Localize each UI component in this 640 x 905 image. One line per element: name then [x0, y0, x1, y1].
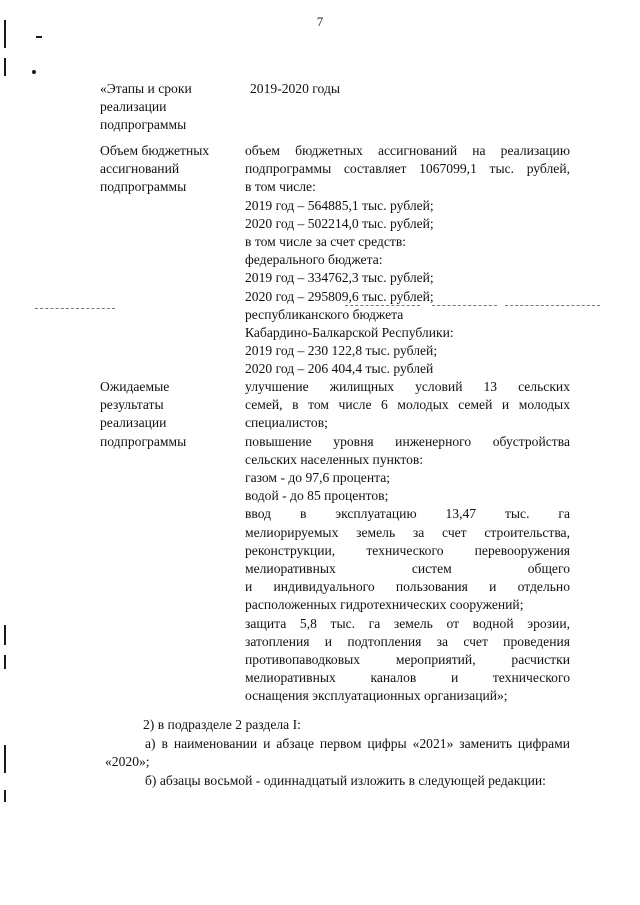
- value-line: 2019-2020 годы: [250, 81, 340, 96]
- label-line: подпрограммы: [100, 179, 187, 195]
- value-line: 2020 год – 502214,0 тыс. рублей;: [245, 215, 434, 231]
- body-paragraph: б) абзацы восьмой - одиннадцатый изложить в следующей редакции:: [145, 773, 546, 788]
- value-line: объем бюджетных ассигнований на реализацию: [245, 143, 570, 158]
- label-line: подпрограммы: [100, 433, 187, 449]
- value-line: Кабардино-Балкарской Республики:: [245, 325, 454, 341]
- scan-margin-mark: [4, 625, 6, 645]
- label-line: Объем бюджетных: [100, 143, 210, 158]
- value-line: защита 5,8 тыс. га земель от водной эрозии,: [245, 615, 570, 631]
- scan-margin-mark: [4, 790, 6, 802]
- value-line: повышение уровня инженерного обустройства: [245, 433, 570, 449]
- value-line: мелиоративных каналов и технического: [245, 670, 570, 686]
- value-line: сельских населенных пунктов:: [245, 451, 424, 467]
- value-line: и индивидуального пользования и отдельно: [245, 579, 570, 595]
- value-line: газом - до 97,6 процента;: [245, 470, 391, 486]
- body-paragraph: а) в наименовании и абзаце первом цифры «2021» заменить цифрами «2020»;: [105, 736, 570, 770]
- label-line: подпрограммы: [100, 117, 187, 133]
- scan-margin-mark: [36, 36, 42, 38]
- value-line: семей, в том числе 6 молодых семей и молодых: [245, 397, 570, 413]
- value-line: противопаводковых мероприятий, расчистки: [245, 652, 570, 668]
- row-label: [100, 80, 235, 135]
- scan-margin-mark: [4, 58, 6, 76]
- value-line: специалистов;: [245, 415, 328, 431]
- value-line: 2019 год – 334762,3 тыс. рублей;: [245, 270, 434, 286]
- value-line: мелиорируемых земель за счет строительства,: [245, 524, 570, 540]
- scan-margin-mark: [32, 70, 36, 74]
- value-line: оснащения эксплуатационных организаций»;: [245, 688, 508, 704]
- row-label: [100, 142, 235, 197]
- value-line: 2019 год – 564885,1 тыс. рублей;: [245, 197, 434, 213]
- label-line: результаты: [100, 397, 164, 413]
- page-number: 7: [316, 14, 324, 29]
- label-line: ассигнований: [100, 161, 180, 177]
- value-line: ввод в эксплуатацию 13,47 тыс. га: [245, 506, 570, 522]
- value-line: затопления и подтопления за счет проведения: [245, 633, 570, 649]
- value-line: расположенных гидротехнических сооружений;: [245, 597, 524, 613]
- body-paragraph: 2) в подразделе 2 раздела I:: [143, 717, 301, 732]
- value-line: в том числе:: [245, 179, 316, 195]
- scan-margin-mark: [4, 20, 6, 48]
- label-line: реализации: [100, 99, 167, 115]
- value-line: подпрограммы составляет 1067099,1 тыс. рублей,: [245, 161, 570, 177]
- row-label: [100, 378, 235, 451]
- row-value: [250, 80, 575, 98]
- value-line: 2019 год – 230 122,8 тыс. рублей;: [245, 343, 438, 359]
- value-line: реконструкции, технического перевооружения: [245, 542, 570, 558]
- value-line: улучшение жилищных условий 13 сельских: [245, 379, 570, 394]
- label-line: реализации: [100, 415, 167, 431]
- value-line: 2020 год – 295809,6 тыс. рублей;: [245, 288, 434, 304]
- value-line: республиканского бюджета: [245, 306, 404, 322]
- value-line: 2020 год – 206 404,4 тыс. рублей: [245, 361, 434, 377]
- value-line: мелиоративных систем общего: [245, 561, 570, 577]
- scan-margin-mark: [4, 745, 6, 773]
- row-value: [245, 142, 570, 379]
- value-line: водой - до 85 процентов;: [245, 488, 389, 504]
- value-line: в том числе за счет средств:: [245, 234, 407, 250]
- label-line: «Этапы и сроки: [100, 81, 192, 96]
- label-line: Ожидаемые: [100, 379, 170, 394]
- value-line: федерального бюджета:: [245, 252, 383, 268]
- scan-margin-mark: [4, 655, 6, 669]
- row-value: [245, 378, 570, 706]
- scan-dashed-line: [35, 308, 115, 309]
